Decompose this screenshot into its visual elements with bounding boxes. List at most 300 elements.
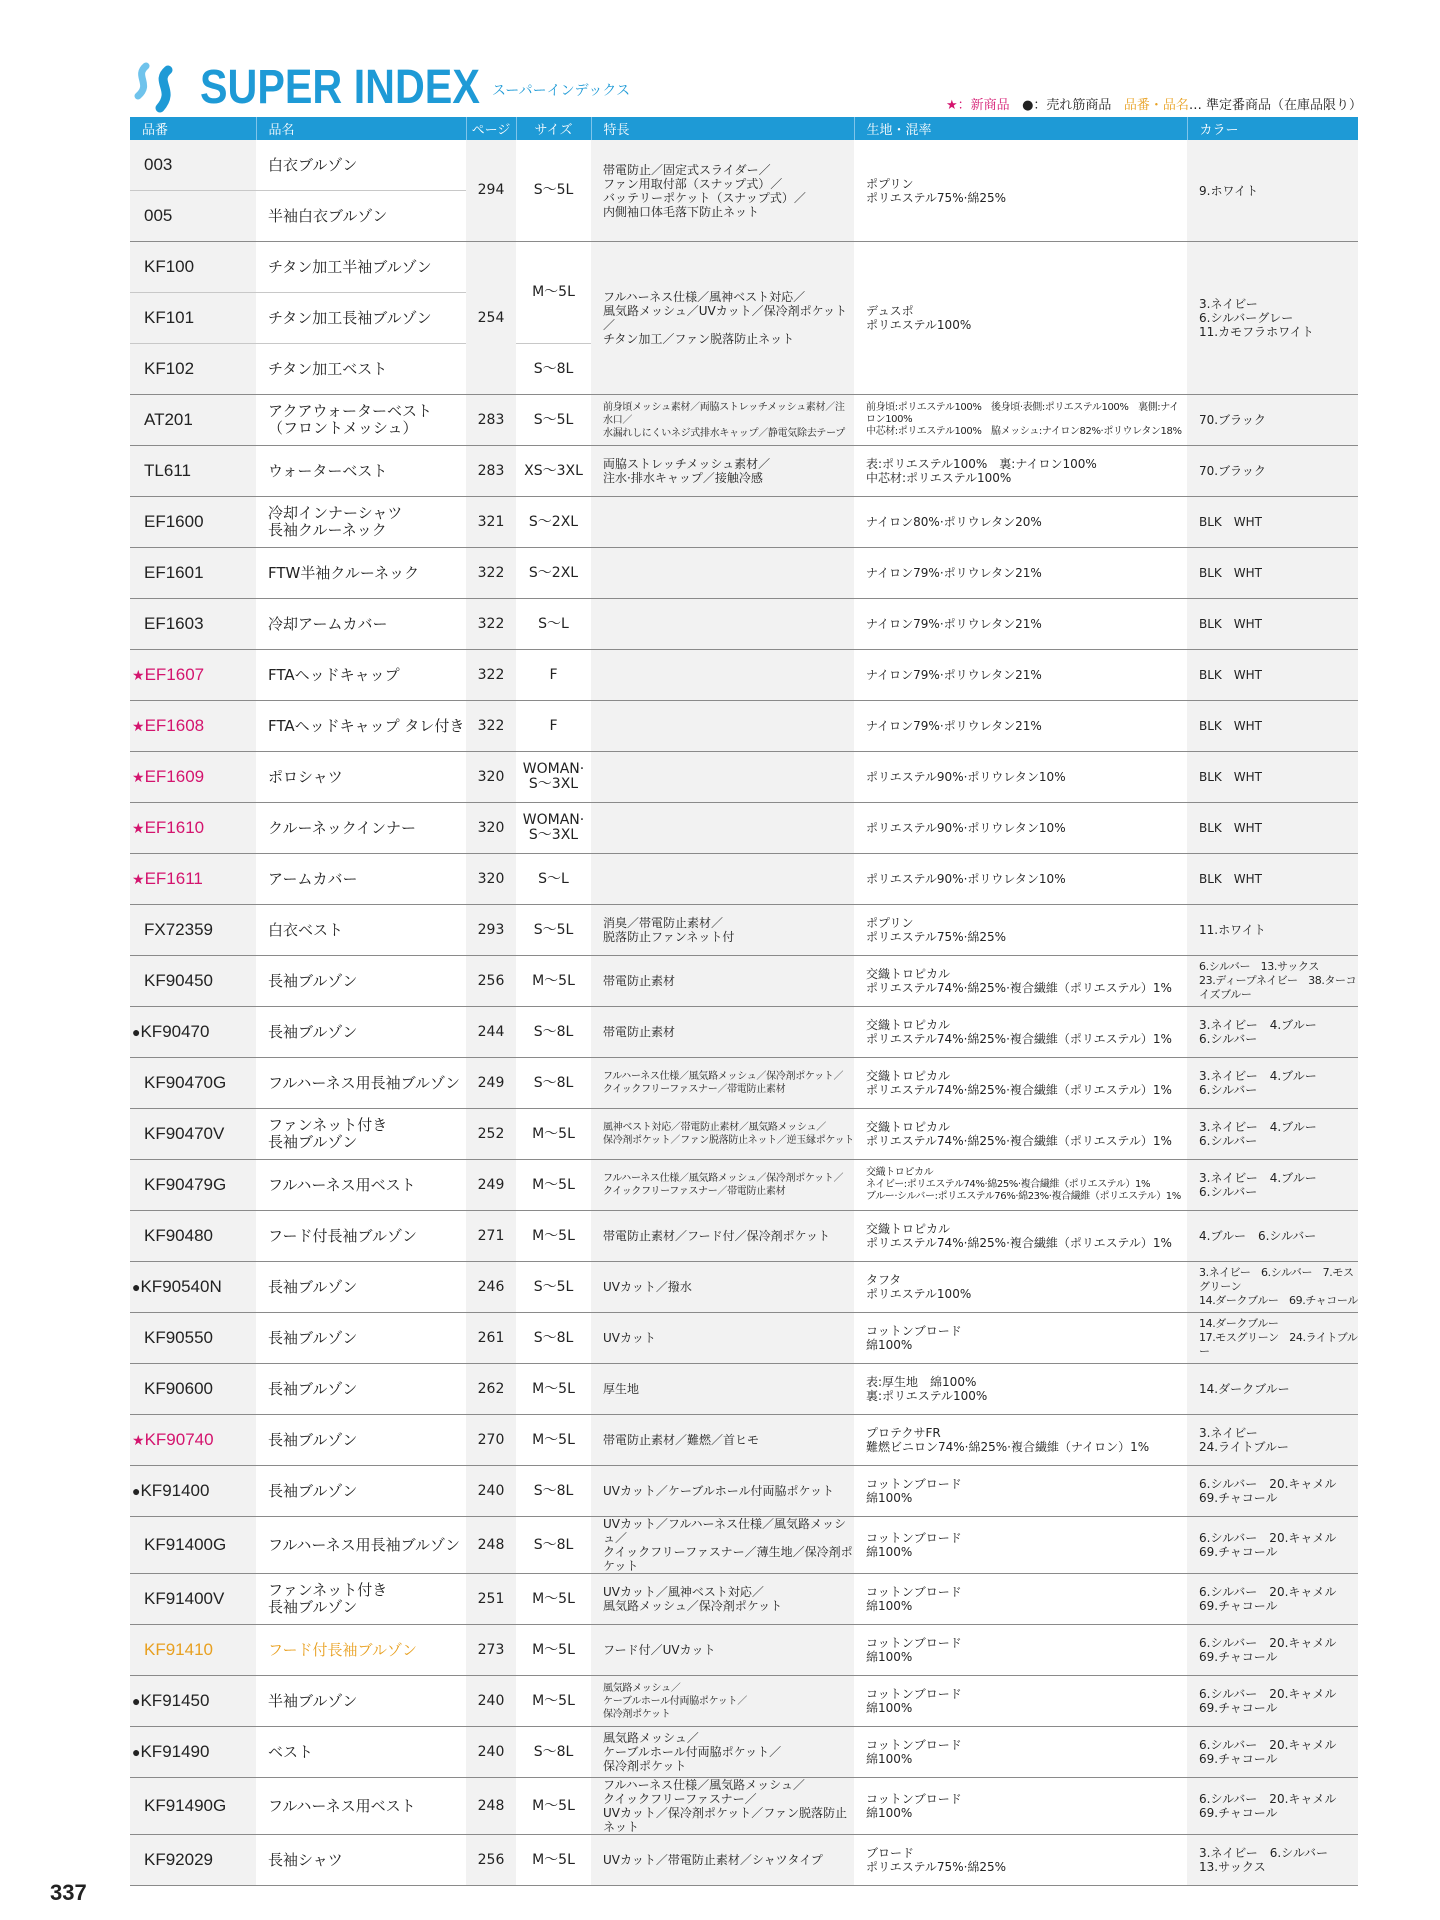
table-row <box>130 701 1358 752</box>
product-code-text: KF92029 <box>144 1850 213 1869</box>
size-range: S～8L <box>516 1727 591 1778</box>
product-code <box>130 1262 256 1313</box>
table-row <box>130 1835 1358 1886</box>
product-name: ポロシャツ <box>256 752 466 803</box>
page-subtitle: スーパーインデックス <box>492 83 631 99</box>
colors: 14.ダークブルー <box>1187 1364 1358 1415</box>
product-name: FTW半袖クルーネック <box>256 548 466 599</box>
product-code-text: KF90540N <box>140 1277 222 1296</box>
product-code <box>130 803 256 854</box>
header-page: ページ <box>466 117 516 140</box>
product-name: フルハーネス用ベスト <box>256 1778 466 1835</box>
table-header-row <box>130 117 1358 140</box>
size-range: S～L <box>516 854 591 905</box>
catalog-page: 320 <box>466 803 516 854</box>
table-row <box>130 1364 1358 1415</box>
size-range: S～5L <box>516 1262 591 1313</box>
size-range: M～5L <box>516 1211 591 1262</box>
colors: 3.ネイビー 4.ブルー 6.シルバー <box>1187 1160 1358 1211</box>
size-range: S～L <box>516 599 591 650</box>
product-name: 冷却インナーシャツ 長袖クルーネック <box>256 497 466 548</box>
colors: 6.シルバー 20.キャメル 69.チャコール <box>1187 1676 1358 1727</box>
material: コットンブロード 綿100% <box>854 1778 1187 1835</box>
material: ブロード ポリエステル75%·綿25% <box>854 1835 1187 1886</box>
features: 帯電防止素材／難燃／首ヒモ <box>591 1415 854 1466</box>
product-code <box>130 395 256 446</box>
product-code <box>130 548 256 599</box>
size-range: XS～3XL <box>516 446 591 497</box>
colors: 6.シルバー 20.キャメル 69.チャコール <box>1187 1517 1358 1574</box>
catalog-page: 271 <box>466 1211 516 1262</box>
size-range: S～2XL <box>516 497 591 548</box>
features: 帯電防止／固定式スライダー／ ファン用取付部（スナップ式）／ バッテリーポケット（スナップ式）／ 内側袖口体毛落下防止ネット <box>591 140 854 242</box>
product-name: ベスト <box>256 1727 466 1778</box>
table-row <box>130 650 1358 701</box>
material: 交織トロピカル ポリエステル74%·綿25%·複合繊維（ポリエステル）1% <box>854 1109 1187 1160</box>
product-name: 長袖ブルゾン <box>256 1262 466 1313</box>
product-code-text: KF91490 <box>140 1742 210 1761</box>
colors: 6.シルバー 20.キャメル 69.チャコール <box>1187 1727 1358 1778</box>
table-row <box>130 395 1358 446</box>
colors: 4.ブルー 6.シルバー <box>1187 1211 1358 1262</box>
colors: 3.ネイビー 6.シルバーグレー 11.カモフラホワイト <box>1187 242 1358 395</box>
features: 帯電防止素材 <box>591 1007 854 1058</box>
product-code <box>130 1625 256 1676</box>
product-code <box>130 1007 256 1058</box>
product-name: フルハーネス用長袖ブルゾン <box>256 1517 466 1574</box>
features: UVカット／フルハーネス仕様／風気路メッシュ／ クイックフリーファスナー／薄生地／保冷剤ポケット <box>591 1517 854 1574</box>
colors: 70.ブラック <box>1187 395 1358 446</box>
material: コットンブロード 綿100% <box>854 1727 1187 1778</box>
size-range: M～5L <box>516 1364 591 1415</box>
material: 交織トロピカル ネイビー:ポリエステル74%·綿25%·複合繊維（ポリエステル）1% ブルー·シルバー:ポリエステル76%·綿23%·複合繊維（ポリエステル）1% <box>854 1160 1187 1211</box>
table-row <box>130 1625 1358 1676</box>
colors: BLK WHT <box>1187 599 1358 650</box>
product-code <box>130 854 256 905</box>
product-code <box>130 446 256 497</box>
catalog-page: 322 <box>466 650 516 701</box>
product-code <box>130 701 256 752</box>
colors: 6.シルバー 13.サックス 23.ディープネイビー 38.ターコイズブルー <box>1187 956 1358 1007</box>
catalog-page: 262 <box>466 1364 516 1415</box>
size-range: M～5L <box>516 1835 591 1886</box>
material: ポリエステル90%·ポリウレタン10% <box>854 854 1187 905</box>
catalog-page: 246 <box>466 1262 516 1313</box>
product-name: 長袖ブルゾン <box>256 1364 466 1415</box>
product-code-text: KF90480 <box>144 1226 213 1245</box>
header-color: カラー <box>1187 117 1358 140</box>
table-row <box>130 854 1358 905</box>
product-name: 長袖ブルゾン <box>256 1415 466 1466</box>
product-code-text: KF90479G <box>144 1175 227 1194</box>
material: 表:ポリエステル100% 裏:ナイロン100% 中芯材:ポリエステル100% <box>854 446 1187 497</box>
product-code <box>130 1415 256 1466</box>
product-code-text: KF91400V <box>144 1589 225 1608</box>
features <box>591 803 854 854</box>
size-range: S～8L <box>516 1007 591 1058</box>
material: コットンブロード 綿100% <box>854 1466 1187 1517</box>
catalog-page: 248 <box>466 1517 516 1574</box>
table-row <box>130 1211 1358 1262</box>
table-row <box>130 1058 1358 1109</box>
table-row <box>130 446 1358 497</box>
product-code <box>130 752 256 803</box>
header-code: 品番 <box>130 117 256 140</box>
table-row <box>130 905 1358 956</box>
product-name: フード付長袖ブルゾン <box>256 1211 466 1262</box>
table-row <box>130 1262 1358 1313</box>
product-name: 長袖ブルゾン <box>256 1313 466 1364</box>
colors: 3.ネイビー 4.ブルー 6.シルバー <box>1187 1109 1358 1160</box>
product-name: チタン加工ベスト <box>256 344 466 395</box>
legend-semi-standard-note: … 準定番商品（在庫品限り） <box>1188 98 1362 113</box>
features <box>591 752 854 803</box>
material: ポプリン ポリエステル75%·綿25% <box>854 140 1187 242</box>
header-material: 生地・混率 <box>854 117 1187 140</box>
product-name: ファンネット付き 長袖ブルゾン <box>256 1109 466 1160</box>
product-name: 長袖ブルゾン <box>256 1007 466 1058</box>
product-name: FTAヘッドキャップ タレ付き <box>256 701 466 752</box>
material: デュスポ ポリエステル100% <box>854 242 1187 395</box>
table-row <box>130 242 1358 293</box>
product-code-text: KF90470 <box>140 1022 210 1041</box>
colors: 6.シルバー 20.キャメル 69.チャコール <box>1187 1574 1358 1625</box>
legend-semi-standard: 品番・品名 <box>1123 98 1189 113</box>
features <box>591 701 854 752</box>
catalog-page: 320 <box>466 752 516 803</box>
catalog-page: 251 <box>466 1574 516 1625</box>
catalog-page: 283 <box>466 446 516 497</box>
features: フルハーネス仕様／風神ベスト対応／ 風気路メッシュ／UVカット／保冷剤ポケット／ チタン加工／ファン脱落防止ネット <box>591 242 854 395</box>
product-code <box>130 1109 256 1160</box>
table-row <box>130 1574 1358 1625</box>
features <box>591 599 854 650</box>
material: コットンブロード 綿100% <box>854 1517 1187 1574</box>
product-code <box>130 1313 256 1364</box>
material: ポプリン ポリエステル75%·綿25% <box>854 905 1187 956</box>
features: 風神ベスト対応／帯電防止素材／風気路メッシュ／ 保冷剤ポケット／ファン脱落防止ネット／逆玉縁ポケット <box>591 1109 854 1160</box>
features: 風気路メッシュ／ ケーブルホール付両脇ポケット／ 保冷剤ポケット <box>591 1727 854 1778</box>
size-range: M～5L <box>516 956 591 1007</box>
colors: 9.ホワイト <box>1187 140 1358 242</box>
catalog-page: 261 <box>466 1313 516 1364</box>
features: 風気路メッシュ／ ケーブルホール付両脇ポケット／ 保冷剤ポケット <box>591 1676 854 1727</box>
product-name: 半袖白衣ブルゾン <box>256 191 466 242</box>
table-row <box>130 956 1358 1007</box>
features: 前身頃メッシュ素材／両脇ストレッチメッシュ素材／注水口／ 水漏れしにくいネジ式排水キャップ／静電気除去テープ <box>591 395 854 446</box>
page-title: SUPER INDEX <box>200 61 480 114</box>
table-row <box>130 497 1358 548</box>
colors: BLK WHT <box>1187 650 1358 701</box>
catalog-page: 294 <box>466 140 516 242</box>
new-item-star-icon: ★ <box>132 871 145 887</box>
size-range: S～5L <box>516 905 591 956</box>
legend-bestseller: ●：売れ筋商品 <box>1022 98 1112 113</box>
product-code-text: EF1603 <box>144 614 204 633</box>
product-code-text: AT201 <box>144 410 193 429</box>
product-code-text: KF91400G <box>144 1535 227 1554</box>
features <box>591 650 854 701</box>
product-name: 長袖ブルゾン <box>256 1466 466 1517</box>
features: UVカット／帯電防止素材／シャツタイプ <box>591 1835 854 1886</box>
material: 交織トロピカル ポリエステル74%·綿25%·複合繊維（ポリエステル）1% <box>854 1007 1187 1058</box>
size-range: S～5L <box>516 395 591 446</box>
index-table <box>130 117 1358 1886</box>
features: フード付／UVカット <box>591 1625 854 1676</box>
size-range: M～5L <box>516 1415 591 1466</box>
material: ナイロン80%·ポリウレタン20% <box>854 497 1187 548</box>
table-row <box>130 752 1358 803</box>
features <box>591 548 854 599</box>
product-code-text: KF91400 <box>140 1481 210 1500</box>
product-name: アクアウォーターベスト （フロントメッシュ） <box>256 395 466 446</box>
product-name: チタン加工長袖ブルゾン <box>256 293 466 344</box>
catalog-page: 240 <box>466 1727 516 1778</box>
table-body <box>130 140 1358 1886</box>
features: UVカット／ケーブルホール付両脇ポケット <box>591 1466 854 1517</box>
features: フルハーネス仕様／風気路メッシュ／保冷剤ポケット／ クイックフリーファスナー／帯電防止素材 <box>591 1160 854 1211</box>
material: コットンブロード 綿100% <box>854 1574 1187 1625</box>
bestseller-dot-icon: ● <box>132 1744 141 1760</box>
product-name: フード付長袖ブルゾン <box>256 1625 466 1676</box>
legend <box>946 94 1362 113</box>
catalog-page: 240 <box>466 1466 516 1517</box>
material: 交織トロピカル ポリエステル74%·綿25%·複合繊維（ポリエステル）1% <box>854 1058 1187 1109</box>
table-row <box>130 1778 1358 1835</box>
new-item-star-icon: ★ <box>132 769 145 785</box>
product-code-text: TL611 <box>144 461 191 480</box>
product-code <box>130 1727 256 1778</box>
colors: BLK WHT <box>1187 701 1358 752</box>
colors: 14.ダークブルー 17.モスグリーン 24.ライトブルー <box>1187 1313 1358 1364</box>
catalog-page: 240 <box>466 1676 516 1727</box>
page-header <box>132 58 1362 118</box>
table-row <box>130 1727 1358 1778</box>
product-name: クルーネックインナー <box>256 803 466 854</box>
features: UVカット／撥水 <box>591 1262 854 1313</box>
product-code-text: KF90450 <box>144 971 213 990</box>
material: コットンブロード 綿100% <box>854 1625 1187 1676</box>
product-code-text: KF90470V <box>144 1124 225 1143</box>
size-range: S～5L <box>516 140 591 242</box>
material: プロテクサFR 難燃ビニロン74%·綿25%·複合繊維（ナイロン）1% <box>854 1415 1187 1466</box>
product-name: 長袖ブルゾン <box>256 956 466 1007</box>
product-code <box>130 905 256 956</box>
product-code <box>130 497 256 548</box>
product-name: チタン加工半袖ブルゾン <box>256 242 466 293</box>
product-code <box>130 1835 256 1886</box>
size-range: M～5L <box>516 1109 591 1160</box>
material: 表:厚生地 綿100% 裏:ポリエステル100% <box>854 1364 1187 1415</box>
product-code <box>130 1466 256 1517</box>
header-features: 特長 <box>591 117 854 140</box>
size-range: M～5L <box>516 1676 591 1727</box>
size-range: F <box>516 650 591 701</box>
product-name: アームカバー <box>256 854 466 905</box>
product-code-text: KF90470G <box>144 1073 227 1092</box>
features: 帯電防止素材／フード付／保冷剤ポケット <box>591 1211 854 1262</box>
colors: 6.シルバー 20.キャメル 69.チャコール <box>1187 1466 1358 1517</box>
product-code <box>130 1517 256 1574</box>
material: タフタ ポリエステル100% <box>854 1262 1187 1313</box>
catalog-page: 244 <box>466 1007 516 1058</box>
product-code-text: KF91490G <box>144 1796 227 1815</box>
colors: 70.ブラック <box>1187 446 1358 497</box>
product-name: 半袖ブルゾン <box>256 1676 466 1727</box>
material: コットンブロード 綿100% <box>854 1313 1187 1364</box>
new-item-star-icon: ★ <box>132 718 145 734</box>
catalog-page: 270 <box>466 1415 516 1466</box>
product-code <box>130 1160 256 1211</box>
table-row <box>130 140 1358 191</box>
catalog-page: 322 <box>466 548 516 599</box>
product-name: フルハーネス用長袖ブルゾン <box>256 1058 466 1109</box>
catalog-page: 256 <box>466 956 516 1007</box>
page-number: 337 <box>50 1880 87 1905</box>
material: 交織トロピカル ポリエステル74%·綿25%·複合繊維（ポリエステル）1% <box>854 956 1187 1007</box>
colors: 3.ネイビー 6.シルバー 13.サックス <box>1187 1835 1358 1886</box>
size-range: WOMAN· S～3XL <box>516 803 591 854</box>
catalog-page: 256 <box>466 1835 516 1886</box>
features: 帯電防止素材 <box>591 956 854 1007</box>
colors: BLK WHT <box>1187 752 1358 803</box>
table-row <box>130 803 1358 854</box>
catalog-page: 273 <box>466 1625 516 1676</box>
product-name: 白衣ブルゾン <box>256 140 466 191</box>
table-row <box>130 1517 1358 1574</box>
table-row <box>130 1676 1358 1727</box>
product-code-text: EF1600 <box>144 512 204 531</box>
table-row <box>130 599 1358 650</box>
size-range: M～5L <box>516 242 591 344</box>
material: ナイロン79%·ポリウレタン21% <box>854 650 1187 701</box>
product-code-text: EF1601 <box>144 563 204 582</box>
product-code: KF102 <box>130 344 256 395</box>
bestseller-dot-icon: ● <box>132 1693 141 1709</box>
product-code: KF101 <box>130 293 256 344</box>
product-code <box>130 1778 256 1835</box>
features <box>591 497 854 548</box>
material: ポリエステル90%·ポリウレタン10% <box>854 752 1187 803</box>
new-item-star-icon: ★ <box>132 667 145 683</box>
product-code-text: EF1608 <box>144 716 205 735</box>
colors: BLK WHT <box>1187 497 1358 548</box>
catalog-page: 283 <box>466 395 516 446</box>
size-range: S～8L <box>516 344 591 395</box>
bestseller-dot-icon: ● <box>132 1024 141 1040</box>
material: コットンブロード 綿100% <box>854 1676 1187 1727</box>
size-range: S～8L <box>516 1517 591 1574</box>
header-size: サイズ <box>516 117 591 140</box>
table-row <box>130 548 1358 599</box>
product-code-text: FX72359 <box>144 920 213 939</box>
colors: BLK WHT <box>1187 803 1358 854</box>
size-range: M～5L <box>516 1160 591 1211</box>
colors: 3.ネイビー 4.ブルー 6.シルバー <box>1187 1058 1358 1109</box>
catalog-page: 322 <box>466 701 516 752</box>
catalog-page: 322 <box>466 599 516 650</box>
catalog-page: 249 <box>466 1058 516 1109</box>
colors: 3.ネイビー 6.シルバー 7.モスグリーン 14.ダークブルー 69.チャコール <box>1187 1262 1358 1313</box>
header-name: 品名 <box>256 117 466 140</box>
colors: 11.ホワイト <box>1187 905 1358 956</box>
product-code-text: KF90740 <box>144 1430 214 1449</box>
material: ナイロン79%·ポリウレタン21% <box>854 599 1187 650</box>
features <box>591 854 854 905</box>
table-row <box>130 1313 1358 1364</box>
size-range: S～2XL <box>516 548 591 599</box>
product-code-text: KF90600 <box>144 1379 213 1398</box>
colors: 6.シルバー 20.キャメル 69.チャコール <box>1187 1625 1358 1676</box>
catalog-page: 321 <box>466 497 516 548</box>
catalog-page: 249 <box>466 1160 516 1211</box>
product-code-text: EF1607 <box>144 665 205 684</box>
features: 両脇ストレッチメッシュ素材／ 注水·排水キャップ／接触冷感 <box>591 446 854 497</box>
product-code <box>130 599 256 650</box>
table-row <box>130 1109 1358 1160</box>
size-range: M～5L <box>516 1778 591 1835</box>
catalog-page: 293 <box>466 905 516 956</box>
table-row <box>130 1007 1358 1058</box>
colors: 6.シルバー 20.キャメル 69.チャコール <box>1187 1778 1358 1835</box>
legend-new: ★：新商品 <box>946 98 1010 113</box>
table-row <box>130 1160 1358 1211</box>
product-code <box>130 650 256 701</box>
product-code-text: EF1610 <box>144 818 205 837</box>
size-range: M～5L <box>516 1574 591 1625</box>
colors: BLK WHT <box>1187 548 1358 599</box>
product-name: フルハーネス用ベスト <box>256 1160 466 1211</box>
size-range: S～8L <box>516 1058 591 1109</box>
catalog-page: 320 <box>466 854 516 905</box>
product-code <box>130 1676 256 1727</box>
product-code <box>130 1574 256 1625</box>
product-code-text: KF91410 <box>144 1640 213 1659</box>
features: UVカット <box>591 1313 854 1364</box>
product-name: ウォーターベスト <box>256 446 466 497</box>
product-code: 005 <box>130 191 256 242</box>
product-code <box>130 956 256 1007</box>
wind-logo-icon <box>132 62 184 114</box>
size-range: WOMAN· S～3XL <box>516 752 591 803</box>
material: ポリエステル90%·ポリウレタン10% <box>854 803 1187 854</box>
bestseller-dot-icon: ● <box>132 1483 141 1499</box>
features: 消臭／帯電防止素材／ 脱落防止ファンネット付 <box>591 905 854 956</box>
material: 前身頃:ポリエステル100% 後身頃·表側:ポリエステル100% 裏側:ナイロン100% 中芯材:ポリエステル100% 脇メッシュ:ナイロン82%·ポリウレタン18% <box>854 395 1187 446</box>
product-code-text: KF90550 <box>144 1328 213 1347</box>
colors: 3.ネイビー 4.ブルー 6.シルバー <box>1187 1007 1358 1058</box>
size-range: M～5L <box>516 1625 591 1676</box>
features: フルハーネス仕様／風気路メッシュ／保冷剤ポケット／ クイックフリーファスナー／帯電防止素材 <box>591 1058 854 1109</box>
product-code-text: KF91450 <box>140 1691 210 1710</box>
catalog-page: 252 <box>466 1109 516 1160</box>
features: UVカット／風神ベスト対応／ 風気路メッシュ／保冷剤ポケット <box>591 1574 854 1625</box>
table-row <box>130 1415 1358 1466</box>
material: 交織トロピカル ポリエステル74%·綿25%·複合繊維（ポリエステル）1% <box>854 1211 1187 1262</box>
product-code <box>130 1364 256 1415</box>
features: 厚生地 <box>591 1364 854 1415</box>
product-code-text: EF1611 <box>144 869 203 888</box>
product-name: FTAヘッドキャップ <box>256 650 466 701</box>
new-item-star-icon: ★ <box>132 820 145 836</box>
size-range: S～8L <box>516 1313 591 1364</box>
material: ナイロン79%·ポリウレタン21% <box>854 701 1187 752</box>
material: ナイロン79%·ポリウレタン21% <box>854 548 1187 599</box>
catalog-page: 254 <box>466 242 516 395</box>
product-name: ファンネット付き 長袖ブルゾン <box>256 1574 466 1625</box>
product-name: 白衣ベスト <box>256 905 466 956</box>
new-item-star-icon: ★ <box>132 1432 145 1448</box>
